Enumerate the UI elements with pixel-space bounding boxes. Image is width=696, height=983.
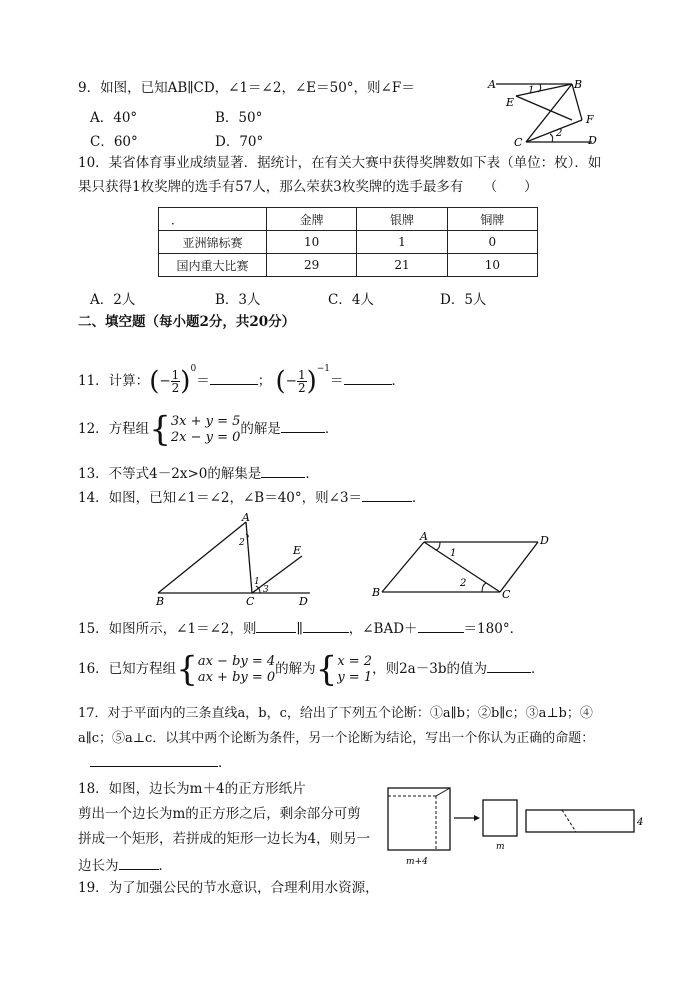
q16-s1: ax − by = 4 (197, 653, 276, 669)
q9-label-c: C (514, 136, 523, 149)
q17-line1: 17．对于平面内的三条直线a，b，c，给出了下列五个论断：①a∥b；②b∥c；③a⊥b；④ (78, 706, 593, 721)
table-cell: 21 (357, 254, 447, 277)
table-cell: 0 (447, 231, 537, 254)
q14-label-angle3: 3 (263, 585, 269, 595)
q12-system (171, 414, 241, 446)
q18-line1: 18．如图，边长为m＋4的正方形纸片 (78, 781, 306, 797)
q18-line4-text: 边长为 (78, 858, 119, 874)
q14-label-a: A (242, 511, 250, 524)
q11-fraction-2 (297, 369, 307, 394)
q13-end: ． (305, 466, 319, 482)
q15-label-a: A (420, 530, 428, 543)
q16-end: ． (530, 661, 545, 677)
q10-line2: 果只获得1枚奖牌的选手有57人，那么荣获3枚奖牌的选手最多有 （ ） (78, 179, 538, 195)
medal-table (158, 207, 538, 277)
table-header-silver: 银牌 (357, 208, 447, 231)
q9-label-angle1: 1 (528, 85, 535, 96)
q11-end: ． (391, 373, 406, 389)
q14 (78, 487, 426, 507)
q9-label-f: F (586, 113, 594, 126)
table-row-name: 国内重大比赛 (159, 254, 267, 277)
q16-blank[interactable] (487, 658, 531, 673)
q13 (78, 463, 319, 483)
q15-label-angle1: 1 (450, 548, 457, 559)
q14-label-angle2: 2 (239, 538, 245, 548)
q15-label-angle2: 2 (460, 578, 467, 589)
table-row-name: 亚洲锦标赛 (159, 231, 267, 254)
q14-label-c: C (246, 595, 255, 608)
table-row (159, 231, 538, 254)
q12-label: 12．方程组 (78, 421, 150, 437)
q15-label-d: D (540, 534, 549, 547)
q16-solution (337, 654, 372, 686)
q10-option-a: A．2人 (90, 292, 136, 308)
q11-sep: ； (257, 373, 272, 389)
q17-blank[interactable] (90, 752, 218, 767)
table-cell: 1 (357, 231, 447, 254)
q15 (78, 618, 523, 638)
q15-t2: ∥ (296, 621, 303, 637)
q15-label-c: C (502, 588, 511, 601)
q11-num-2: 1 (297, 368, 306, 382)
q15-blank-1[interactable] (256, 618, 296, 633)
q15-figure (368, 530, 568, 604)
q16-r1: x = 2 (337, 653, 373, 669)
q18-label-small: m (496, 842, 505, 852)
q17-end: ． (218, 755, 232, 771)
q9-label-angle2: 2 (556, 128, 563, 139)
section2-title: 二、填空题（每小题2分，共20分） (78, 314, 296, 330)
q14-figure (150, 512, 325, 607)
q9-option-d: D．70° (215, 134, 264, 150)
q16-t3: ，则2a－3b的值为 (372, 661, 487, 677)
table-header-bronze: 铜牌 (447, 208, 537, 231)
table-cell: 10 (447, 254, 537, 277)
q16-r2: y = 1 (337, 669, 373, 685)
q9-label-d: D (588, 134, 597, 147)
q11-eq1: ＝ (196, 373, 210, 389)
q11-minus: − (159, 373, 171, 389)
q16-t2: 的解为 (275, 661, 316, 677)
q18-label-big: m+4 (406, 857, 428, 867)
q15-blank-2[interactable] (303, 618, 349, 633)
q11-exp2: −1 (316, 364, 331, 374)
q11-num: 1 (171, 368, 180, 382)
q16-system (198, 654, 275, 686)
q13-text: 13．不等式4－2x>0的解集是 (78, 466, 262, 482)
q11-eq2: ＝ (330, 373, 344, 389)
q14-end: ． (412, 490, 426, 506)
q10-option-c: C．4人 (328, 292, 374, 308)
q16: 16．已知方程组{ ax − by = 4 ax + by = 0 的解为{ x = 2 y = 1 ，则2a－3b的值为 ． (78, 649, 545, 690)
q17-answer (90, 752, 232, 772)
q15-label-b: B (372, 586, 381, 599)
q9-figure (480, 74, 610, 152)
q14-blank[interactable] (362, 487, 412, 502)
q9-option-a: A．40° (90, 110, 138, 126)
table-cell: 29 (267, 254, 357, 277)
q10-option-d: D．5人 (440, 292, 487, 308)
q18-figure (384, 782, 664, 872)
q19-text: 19．为了加强公民的节水意识，合理利用水资源， (78, 880, 379, 896)
q16-s2: ax + by = 0 (197, 669, 276, 685)
q18-line4 (78, 855, 172, 875)
q9-label-e: E (506, 96, 515, 109)
q14-label-d: D (299, 595, 308, 608)
q14-label-angle1: 1 (254, 577, 260, 587)
q15-t1: 15．如图所示，∠1＝∠2，则 (78, 621, 257, 637)
q18-line2: 剪出一个边长为m的正方形之后，剩余部分可剪 (78, 806, 361, 822)
q9-option-c: C．60° (90, 134, 138, 150)
table-header-row (159, 208, 538, 231)
q9-stem: 9．如图，已知AB∥CD，∠1＝∠2，∠E＝50°，则∠F＝ (78, 80, 415, 96)
q16-t1: 16．已知方程组 (78, 661, 177, 677)
q12-eq1: 3x + y = 5 (170, 413, 241, 429)
q10-line1: 10．某省体育事业成绩显著．据统计，在有关大赛中获得奖牌数如下表（单位：枚）．如 (78, 155, 602, 171)
q12-blank[interactable] (281, 418, 325, 433)
q11-den: 2 (171, 381, 180, 395)
q11-exp1: 0 (190, 364, 197, 374)
q14-text: 14．如图，已知∠1＝∠2，∠B＝40°，则∠3＝ (78, 490, 363, 506)
q12: 12．方程组{ 3x + y = 5 2x − y = 0 的解是 ． (78, 409, 339, 450)
q15-t3: ，∠BAD＋ (348, 621, 418, 637)
q12-tail: 的解是 (240, 421, 281, 437)
q10-option-b: B．3人 (215, 292, 261, 308)
q17-line2: a∥c；⑤a⊥c．以其中两个论断为条件，另一个论断为结论，写出一个你认为正确的命题： (78, 731, 595, 746)
q11-den-2: 2 (297, 381, 306, 395)
table-row (159, 254, 538, 277)
q11-minus-2: − (285, 373, 297, 389)
q18-blank[interactable] (119, 855, 159, 870)
table-corner: ． (159, 208, 267, 231)
table-cell: 10 (267, 231, 357, 254)
q9-label-b: B (574, 78, 583, 91)
q15-blank-3[interactable] (418, 618, 464, 633)
q14-label-b: B (156, 595, 165, 608)
q18-end: ． (158, 858, 172, 874)
table-header-gold: 金牌 (267, 208, 357, 231)
q11-label: 11．计算： (78, 373, 150, 389)
q18-label-rect: 4 (637, 817, 644, 828)
q15-t4: ＝180°． (463, 621, 524, 637)
q12-eq2: 2x − y = 0 (170, 429, 241, 445)
q14-label-e: E (293, 544, 302, 557)
q9-label-a: A (488, 78, 496, 91)
q11: 11．计算：(− $\frac{1}{2}$ )$^0$＝ ； (− $\frac{1}{2}$ )$^{-1}$＝ ． (78, 364, 406, 397)
q13-blank[interactable] (261, 463, 305, 478)
q12-end: ． (324, 421, 339, 437)
q18-line3: 拼成一个矩形，若拼成的矩形一边长为4，则另一 (78, 831, 371, 847)
q11-blank-1[interactable] (210, 370, 258, 385)
q11-fraction-1 (171, 369, 181, 394)
q9-option-b: B．50° (215, 110, 263, 126)
q11-blank-2[interactable] (344, 370, 392, 385)
